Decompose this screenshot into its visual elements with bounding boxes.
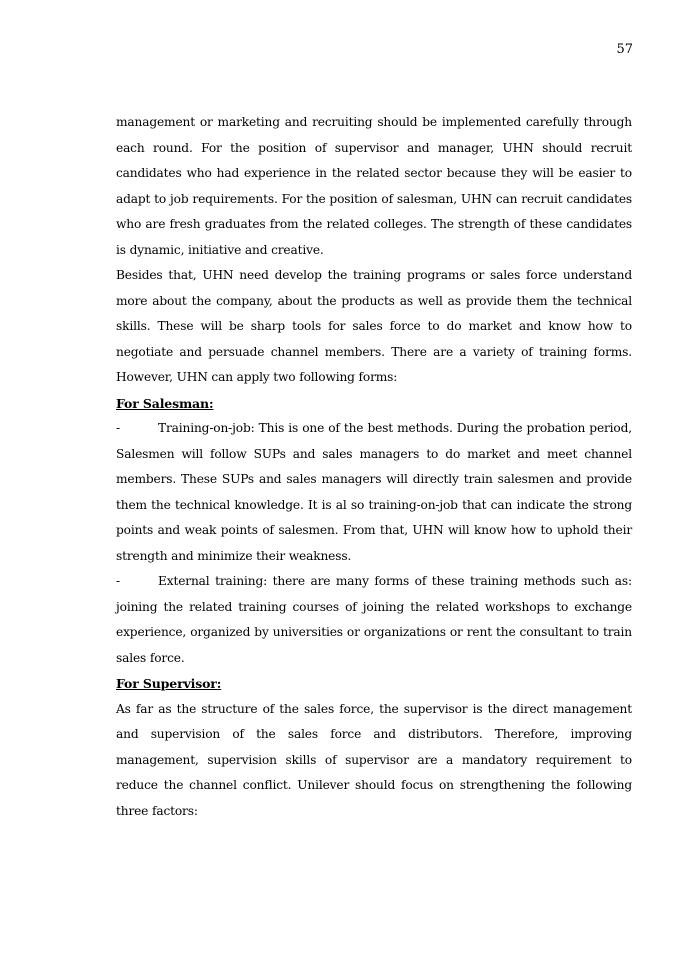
heading-for-salesman: For Salesman: [116,395,214,411]
heading-for-supervisor: For Supervisor: [116,676,222,691]
paragraph-recruiting: management or marketing and recruiting should be implemented carefully through each round. For the position of supervisor and manager, UHN should recruit candidates who had experience in the related sector because they will be easier to adapt to job requirements. For the position of salesman, UHN can recruit candidates who are fresh graduates from the related colleges. The strength of these candidates is dynamic, initiative and creative. [116,115,632,257]
paragraph-training-programs: Besides that, UHN need develop the training programs or sales force understand more about the company, about the products as well as provide them the technical skills. These will be sharp tools for sales force to do market and know how to negotiate and persuade channel members. There are a variety of training forms. However, UHN can apply two following forms: [116,268,632,384]
document-body [116,110,632,824]
bullet-marker: - [116,574,120,588]
bullet-marker: - [116,421,120,435]
bullet-text: Training-on-job: This is one of the best methods. During the probation period, Salesmen will follow SUPs and sales managers to do market and meet channel members. These SUPs and sales managers will directly train salesmen and provide them the technical knowledge. It is al so training-on-job that can indicate the strong points and weak points of salesmen. From that, UHN will know how to uphold their strength and minimize their weakness. [116,421,632,563]
page-number: 57 [616,42,633,57]
bullet-item-training-on-job [116,416,632,569]
paragraph-supervisor: As far as the structure of the sales force, the supervisor is the direct management and supervision of the sales force and distributors. Therefore, improving management, supervision skills of supervisor are a mandatory requirement to reduce the channel conflict. Unilever should focus on strengthening the following three factors: [116,701,632,818]
bullet-text: External training: there are many forms of these training methods such as: joining the related training courses of joining the related workshops to exchange experience, organized by universities or organizations or rent the consultant to train sales force. [116,574,632,665]
bullet-item-external-training [116,569,632,671]
